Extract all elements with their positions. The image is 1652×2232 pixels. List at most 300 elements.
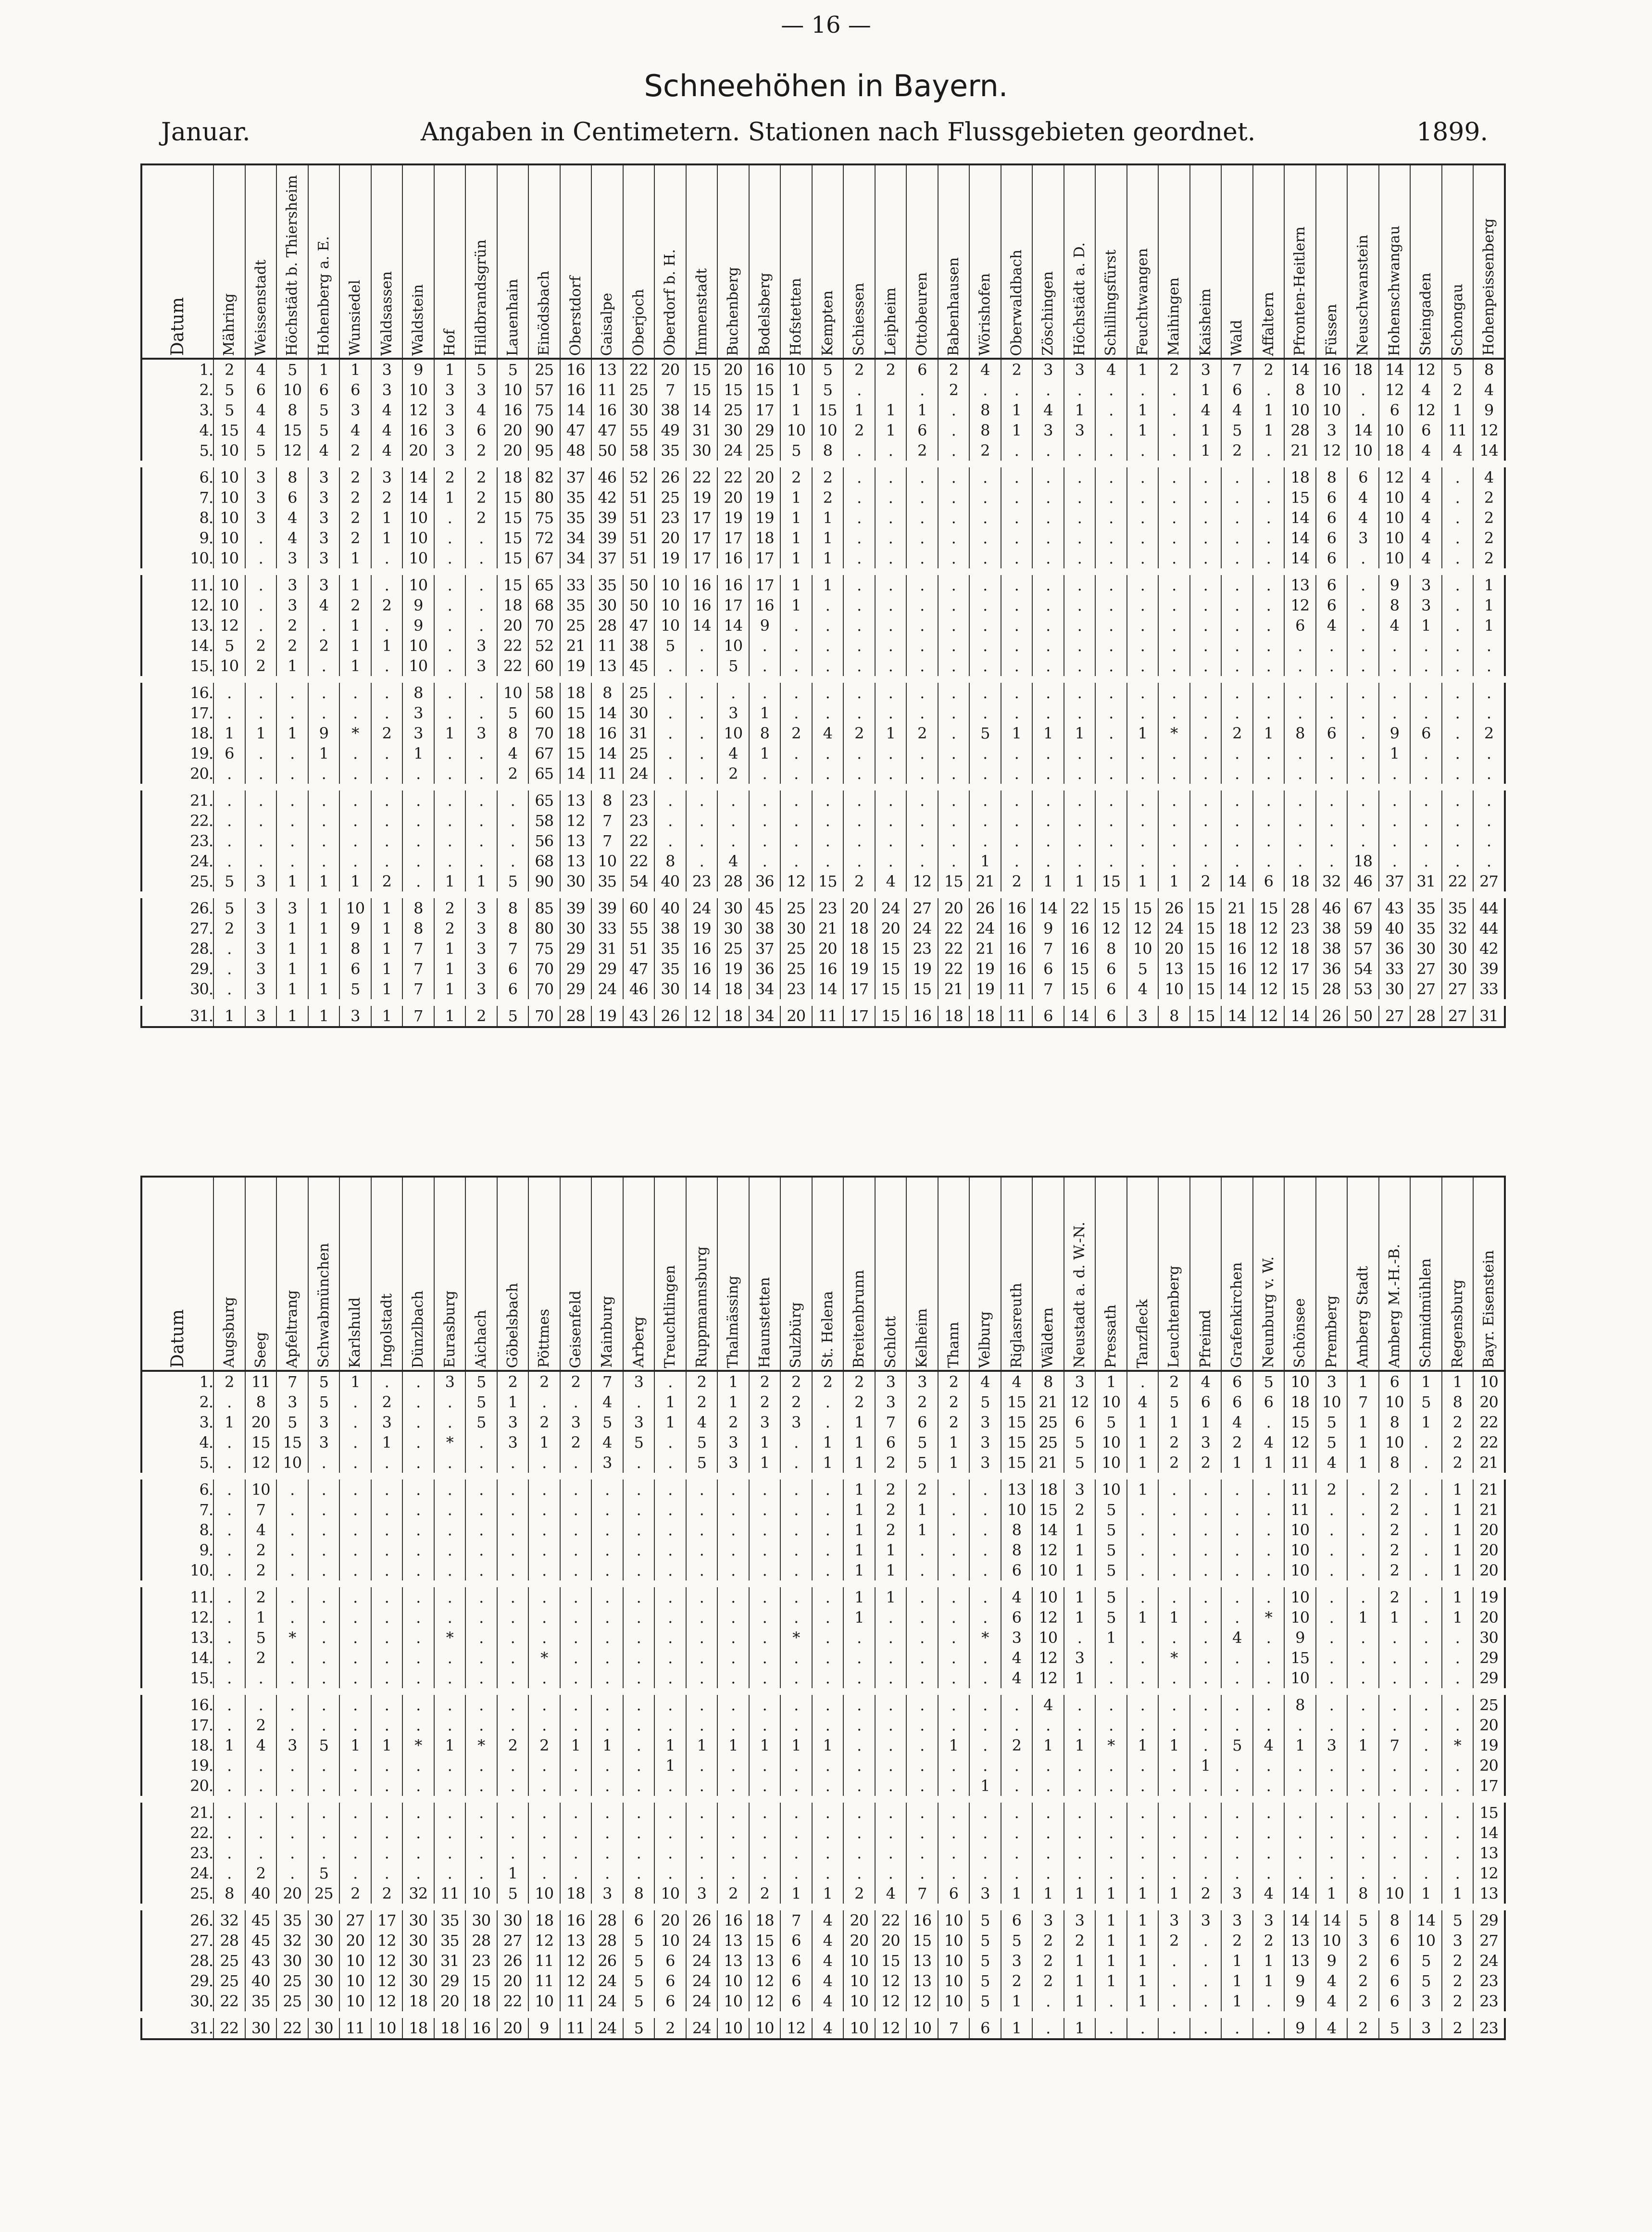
value-cell: 4 <box>1379 615 1411 636</box>
value-cell: 19 <box>843 959 875 979</box>
value-cell: 2 <box>1158 1371 1190 1392</box>
value-cell: 15 <box>1032 1500 1064 1520</box>
value-cell: . <box>371 787 403 811</box>
value-cell: 39 <box>560 895 592 918</box>
date-cell: 4. <box>141 420 213 440</box>
value-cell: 51 <box>623 508 655 528</box>
value-cell: 1 <box>213 1412 245 1432</box>
value-cell: . <box>1410 811 1442 831</box>
value-cell: . <box>371 764 403 787</box>
station-name: Amberg M.-H.-B. <box>1386 1244 1403 1368</box>
station-header <box>245 1177 277 1371</box>
value-cell: 10 <box>1284 1584 1316 1607</box>
station-name: Ingolstadt <box>378 1293 395 1368</box>
station-name: Geisenfeld <box>567 1290 584 1368</box>
value-cell: . <box>938 548 970 572</box>
value-cell: . <box>560 1607 592 1628</box>
value-cell: . <box>1032 572 1064 595</box>
station-name: Affaltern <box>1260 291 1277 356</box>
value-cell: . <box>528 1392 560 1412</box>
value-cell: 4 <box>1127 979 1159 1003</box>
value-cell: 10 <box>1284 1668 1316 1692</box>
value-cell: . <box>717 1843 749 1863</box>
value-cell: . <box>938 764 970 787</box>
value-cell: 18 <box>749 528 781 548</box>
value-cell: 24 <box>686 1931 718 1951</box>
value-cell: . <box>434 1799 466 1823</box>
table-row <box>141 1540 1505 1560</box>
value-cell: . <box>843 595 875 615</box>
value-cell: . <box>1032 1843 1064 1863</box>
value-cell: . <box>1316 1584 1348 1607</box>
value-cell: 24 <box>1158 918 1190 939</box>
value-cell: . <box>434 787 466 811</box>
value-cell: 6 <box>1347 464 1379 488</box>
value-cell: 50 <box>1347 1003 1379 1027</box>
station-name: Wäldern <box>1039 1307 1057 1368</box>
value-cell: . <box>1064 508 1096 528</box>
value-cell: . <box>1190 528 1222 548</box>
value-cell: . <box>1127 1584 1159 1607</box>
value-cell: 2 <box>371 1392 403 1412</box>
value-cell: . <box>1410 1540 1442 1560</box>
value-cell: 6 <box>276 488 308 508</box>
value-cell: . <box>1221 656 1253 679</box>
value-cell: . <box>843 1823 875 1843</box>
value-cell: 24 <box>875 895 907 918</box>
value-cell: . <box>812 1715 844 1735</box>
value-cell: 13 <box>560 1931 592 1951</box>
value-cell: 1 <box>1347 1412 1379 1432</box>
value-cell: . <box>1221 1715 1253 1735</box>
value-cell: 1 <box>906 1500 938 1520</box>
value-cell: . <box>1190 1668 1222 1692</box>
table-row <box>141 1991 1505 2015</box>
value-cell: 1 <box>434 979 466 1003</box>
value-cell: 2 <box>812 1371 844 1392</box>
value-cell: 52 <box>528 636 560 656</box>
value-cell: . <box>434 851 466 871</box>
table-row <box>141 464 1505 488</box>
value-cell: 3 <box>875 1371 907 1392</box>
value-cell: 4 <box>717 743 749 764</box>
station-name: Tanzfleck <box>1134 1299 1151 1368</box>
value-cell: 4 <box>875 871 907 895</box>
value-cell: . <box>843 1648 875 1668</box>
value-cell: . <box>875 1735 907 1756</box>
value-cell: 29 <box>749 420 781 440</box>
value-cell: . <box>371 1371 403 1392</box>
table-row <box>141 1823 1505 1843</box>
value-cell: 5 <box>812 380 844 400</box>
value-cell: 1 <box>875 420 907 440</box>
value-cell: . <box>528 1540 560 1560</box>
value-cell: 20 <box>843 895 875 918</box>
value-cell: . <box>1473 787 1505 811</box>
value-cell: 35 <box>1442 895 1474 918</box>
value-cell: 2 <box>497 1735 529 1756</box>
value-cell: 1 <box>371 1735 403 1756</box>
value-cell: 1 <box>1190 440 1222 464</box>
value-cell: 2 <box>245 1863 277 1883</box>
value-cell: . <box>1316 831 1348 851</box>
value-cell: . <box>1221 1692 1253 1715</box>
value-cell: . <box>1001 743 1033 764</box>
value-cell: . <box>1442 636 1474 656</box>
value-cell: 24 <box>686 1951 718 1971</box>
station-name: Gaisalpe <box>599 292 616 356</box>
value-cell: 2 <box>1442 1412 1474 1432</box>
value-cell: 1 <box>276 723 308 743</box>
date-cell: 30. <box>141 979 213 1003</box>
value-cell: . <box>1032 508 1064 528</box>
value-cell: . <box>1253 1476 1285 1500</box>
station-name: Kempten <box>819 290 836 356</box>
table-row <box>141 979 1505 1003</box>
value-cell: 2 <box>812 488 844 508</box>
date-cell: 12. <box>141 595 213 615</box>
station-header <box>1064 1177 1096 1371</box>
value-cell: 4 <box>1473 464 1505 488</box>
value-cell: 49 <box>654 420 686 440</box>
value-cell: 14 <box>1284 528 1316 548</box>
value-cell: 3 <box>402 703 434 723</box>
value-cell: . <box>749 1584 781 1607</box>
value-cell: . <box>686 1500 718 1520</box>
value-cell: . <box>1347 572 1379 595</box>
value-cell: . <box>1095 528 1127 548</box>
date-cell: 31. <box>141 1003 213 1027</box>
value-cell: 3 <box>465 636 497 656</box>
value-cell: 2 <box>1442 1432 1474 1453</box>
snow-table-lower <box>140 1176 1506 2040</box>
station-name: Hof <box>441 329 458 356</box>
value-cell: 12 <box>1032 1540 1064 1560</box>
value-cell: . <box>1442 488 1474 508</box>
value-cell: . <box>1284 1776 1316 1799</box>
value-cell: 10 <box>938 1971 970 1991</box>
value-cell: 3 <box>434 380 466 400</box>
table-row <box>141 1799 1505 1823</box>
value-cell: 18 <box>497 464 529 488</box>
value-cell: . <box>1410 1692 1442 1715</box>
value-cell: . <box>339 1453 371 1476</box>
station-name: Seeg <box>252 1331 269 1368</box>
value-cell: 65 <box>528 764 560 787</box>
value-cell: 12 <box>560 811 592 831</box>
value-cell: . <box>1064 831 1096 851</box>
value-cell: 5 <box>276 359 308 380</box>
value-cell: . <box>1095 764 1127 787</box>
value-cell: 3 <box>717 703 749 723</box>
value-cell: 1 <box>1253 420 1285 440</box>
value-cell: . <box>213 811 245 831</box>
value-cell: 12 <box>1379 380 1411 400</box>
value-cell: . <box>1347 703 1379 723</box>
value-cell: 4 <box>245 359 277 380</box>
value-cell: 1 <box>1127 1432 1159 1453</box>
value-cell: . <box>1410 831 1442 851</box>
value-cell: . <box>1127 1560 1159 1584</box>
value-cell: . <box>1064 679 1096 703</box>
value-cell: . <box>906 380 938 400</box>
value-cell: . <box>213 1500 245 1520</box>
station-header <box>938 1177 970 1371</box>
value-cell: . <box>875 508 907 528</box>
value-cell: 25 <box>213 1951 245 1971</box>
value-cell: 1 <box>1253 1951 1285 1971</box>
value-cell: 46 <box>591 464 623 488</box>
value-cell: . <box>465 572 497 595</box>
value-cell: . <box>560 1715 592 1735</box>
value-cell: 8 <box>591 679 623 703</box>
value-cell: . <box>969 636 1001 656</box>
value-cell: . <box>906 1843 938 1863</box>
value-cell: 2 <box>1442 1453 1474 1476</box>
value-cell: 10 <box>749 2015 781 2039</box>
value-cell: 1 <box>843 1540 875 1560</box>
value-cell: . <box>1064 1843 1096 1863</box>
value-cell: . <box>465 1692 497 1715</box>
station-name: Schmidmühlen <box>1417 1258 1435 1368</box>
date-cell: 14. <box>141 1648 213 1668</box>
value-cell: . <box>528 1843 560 1863</box>
value-cell: . <box>1158 811 1190 831</box>
value-cell: . <box>812 1392 844 1412</box>
value-cell: . <box>276 1607 308 1628</box>
value-cell: . <box>1253 440 1285 464</box>
value-cell: 5 <box>623 1951 655 1971</box>
value-cell: 5 <box>969 1907 1001 1931</box>
value-cell: . <box>1032 440 1064 464</box>
value-cell: 1 <box>686 1735 718 1756</box>
value-cell: . <box>1379 787 1411 811</box>
table-row <box>141 1520 1505 1540</box>
value-cell: 16 <box>1001 939 1033 959</box>
value-cell: 3 <box>1316 420 1348 440</box>
value-cell: . <box>654 1715 686 1735</box>
value-cell: 16 <box>560 380 592 400</box>
value-cell: 12 <box>1253 939 1285 959</box>
value-cell: . <box>434 743 466 764</box>
value-cell: . <box>402 1843 434 1863</box>
value-cell: . <box>1253 1776 1285 1799</box>
value-cell: . <box>1473 811 1505 831</box>
value-cell: 12 <box>276 440 308 464</box>
value-cell: 9 <box>339 918 371 939</box>
value-cell: 12 <box>560 1951 592 1971</box>
value-cell: 1 <box>1158 871 1190 895</box>
value-cell: 18 <box>1347 359 1379 380</box>
value-cell: 12 <box>1032 1607 1064 1628</box>
value-cell: 3 <box>339 400 371 420</box>
station-name: St. Helena <box>819 1291 836 1368</box>
value-cell: 4 <box>812 1931 844 1951</box>
value-cell: . <box>402 1776 434 1799</box>
value-cell: 1 <box>371 508 403 528</box>
value-cell: . <box>434 528 466 548</box>
value-cell: . <box>1190 488 1222 508</box>
value-cell: . <box>1190 1991 1222 2015</box>
value-cell: 4 <box>1410 488 1442 508</box>
value-cell: . <box>1347 787 1379 811</box>
value-cell: 7 <box>402 1003 434 1027</box>
value-cell: 10 <box>402 528 434 548</box>
value-cell: . <box>843 615 875 636</box>
value-cell: 1 <box>1221 1991 1253 2015</box>
value-cell: 2 <box>875 1453 907 1476</box>
value-cell: 43 <box>1379 895 1411 918</box>
value-cell: . <box>717 1648 749 1668</box>
value-cell: 35 <box>434 1931 466 1951</box>
value-cell: . <box>434 636 466 656</box>
value-cell: 35 <box>1410 918 1442 939</box>
value-cell: . <box>1442 1776 1474 1799</box>
value-cell: 3 <box>497 1432 529 1453</box>
value-cell: 5 <box>308 1735 340 1756</box>
value-cell: . <box>938 1799 970 1823</box>
station-header <box>1442 1177 1474 1371</box>
station-header <box>749 1177 781 1371</box>
value-cell: 1 <box>434 1735 466 1756</box>
value-cell: 25 <box>623 743 655 764</box>
value-cell: . <box>812 1540 844 1560</box>
value-cell: . <box>875 1648 907 1668</box>
value-cell: . <box>245 764 277 787</box>
station-header <box>465 1177 497 1371</box>
value-cell: 1 <box>308 743 340 764</box>
value-cell: 3 <box>245 871 277 895</box>
table-row <box>141 787 1505 811</box>
value-cell: . <box>623 1735 655 1756</box>
value-cell: 10 <box>938 1991 970 2015</box>
value-cell: 2 <box>875 1520 907 1540</box>
value-cell: . <box>780 811 812 831</box>
value-cell: 2 <box>1032 1951 1064 1971</box>
value-cell: . <box>1221 811 1253 831</box>
table-row <box>141 380 1505 400</box>
station-name: Einödsbach <box>536 271 553 356</box>
value-cell: 1 <box>1190 1412 1222 1432</box>
value-cell: . <box>339 679 371 703</box>
value-cell: 12 <box>1284 1432 1316 1453</box>
value-cell: . <box>497 1520 529 1540</box>
value-cell: 14 <box>1316 1907 1348 1931</box>
date-cell: 30. <box>141 1991 213 2015</box>
date-cell: 19. <box>141 743 213 764</box>
value-cell: 15 <box>812 400 844 420</box>
value-cell: 15 <box>1001 1453 1033 1476</box>
value-cell: . <box>812 831 844 851</box>
value-cell: 56 <box>528 831 560 851</box>
value-cell: . <box>1190 1843 1222 1863</box>
value-cell: . <box>1158 1628 1190 1648</box>
value-cell: 3 <box>434 420 466 440</box>
value-cell: 1 <box>780 1735 812 1756</box>
value-cell: 1 <box>938 1432 970 1453</box>
value-cell: 53 <box>1347 979 1379 1003</box>
value-cell: 70 <box>528 1003 560 1027</box>
value-cell: . <box>402 811 434 831</box>
value-cell: . <box>1095 380 1127 400</box>
value-cell: 24 <box>686 895 718 918</box>
value-cell: 7 <box>654 380 686 400</box>
station-header <box>1253 164 1285 359</box>
value-cell: 48 <box>560 440 592 464</box>
value-cell: 5 <box>213 871 245 895</box>
value-cell: 29 <box>560 959 592 979</box>
value-cell: . <box>1442 1756 1474 1776</box>
value-cell: 7 <box>245 1500 277 1520</box>
value-cell: . <box>1190 1715 1222 1735</box>
table-row <box>141 1756 1505 1776</box>
value-cell: . <box>213 1392 245 1412</box>
value-cell: . <box>780 787 812 811</box>
value-cell: 25 <box>560 615 592 636</box>
value-cell: 1 <box>1379 1607 1411 1628</box>
station-header <box>1095 1177 1127 1371</box>
value-cell: . <box>245 1756 277 1776</box>
value-cell: . <box>843 1692 875 1715</box>
value-cell: 18 <box>560 1883 592 1907</box>
value-cell: . <box>1410 1843 1442 1863</box>
value-cell: 1 <box>1473 595 1505 615</box>
value-cell: 2 <box>245 1648 277 1668</box>
value-cell: . <box>875 464 907 488</box>
station-header <box>686 1177 718 1371</box>
value-cell: 3 <box>1190 1907 1222 1931</box>
value-cell: 1 <box>1127 1971 1159 1991</box>
value-cell: . <box>1158 656 1190 679</box>
value-cell: 15 <box>749 380 781 400</box>
value-cell: . <box>654 1692 686 1715</box>
value-cell: . <box>339 1476 371 1500</box>
value-cell: . <box>969 787 1001 811</box>
value-cell: 20 <box>497 440 529 464</box>
value-cell: 33 <box>1473 979 1505 1003</box>
value-cell: 1 <box>1127 1735 1159 1756</box>
value-cell: 2 <box>1190 1883 1222 1907</box>
value-cell: . <box>717 1476 749 1500</box>
value-cell: 16 <box>686 572 718 595</box>
value-cell: . <box>1032 679 1064 703</box>
value-cell: 6 <box>1316 595 1348 615</box>
value-cell: . <box>749 1560 781 1584</box>
value-cell: . <box>812 1799 844 1823</box>
value-cell: 22 <box>213 1991 245 2015</box>
value-cell: 5 <box>497 1003 529 1027</box>
value-cell: 6 <box>906 420 938 440</box>
value-cell: 16 <box>686 959 718 979</box>
value-cell: . <box>465 679 497 703</box>
month-label: Januar. <box>161 118 250 147</box>
value-cell: . <box>875 679 907 703</box>
value-cell: 2 <box>245 1540 277 1560</box>
value-cell: 10 <box>276 1453 308 1476</box>
value-cell: 12 <box>1473 420 1505 440</box>
value-cell: . <box>686 1520 718 1540</box>
value-cell: 38 <box>654 918 686 939</box>
value-cell: 10 <box>276 380 308 400</box>
value-cell: 1 <box>843 1560 875 1584</box>
value-cell: . <box>843 1863 875 1883</box>
station-name: Dünzlbach <box>410 1290 427 1368</box>
value-cell: . <box>1221 464 1253 488</box>
value-cell: 1 <box>1190 420 1222 440</box>
value-cell: . <box>339 1692 371 1715</box>
value-cell: . <box>1127 1823 1159 1843</box>
value-cell: 1 <box>276 939 308 959</box>
